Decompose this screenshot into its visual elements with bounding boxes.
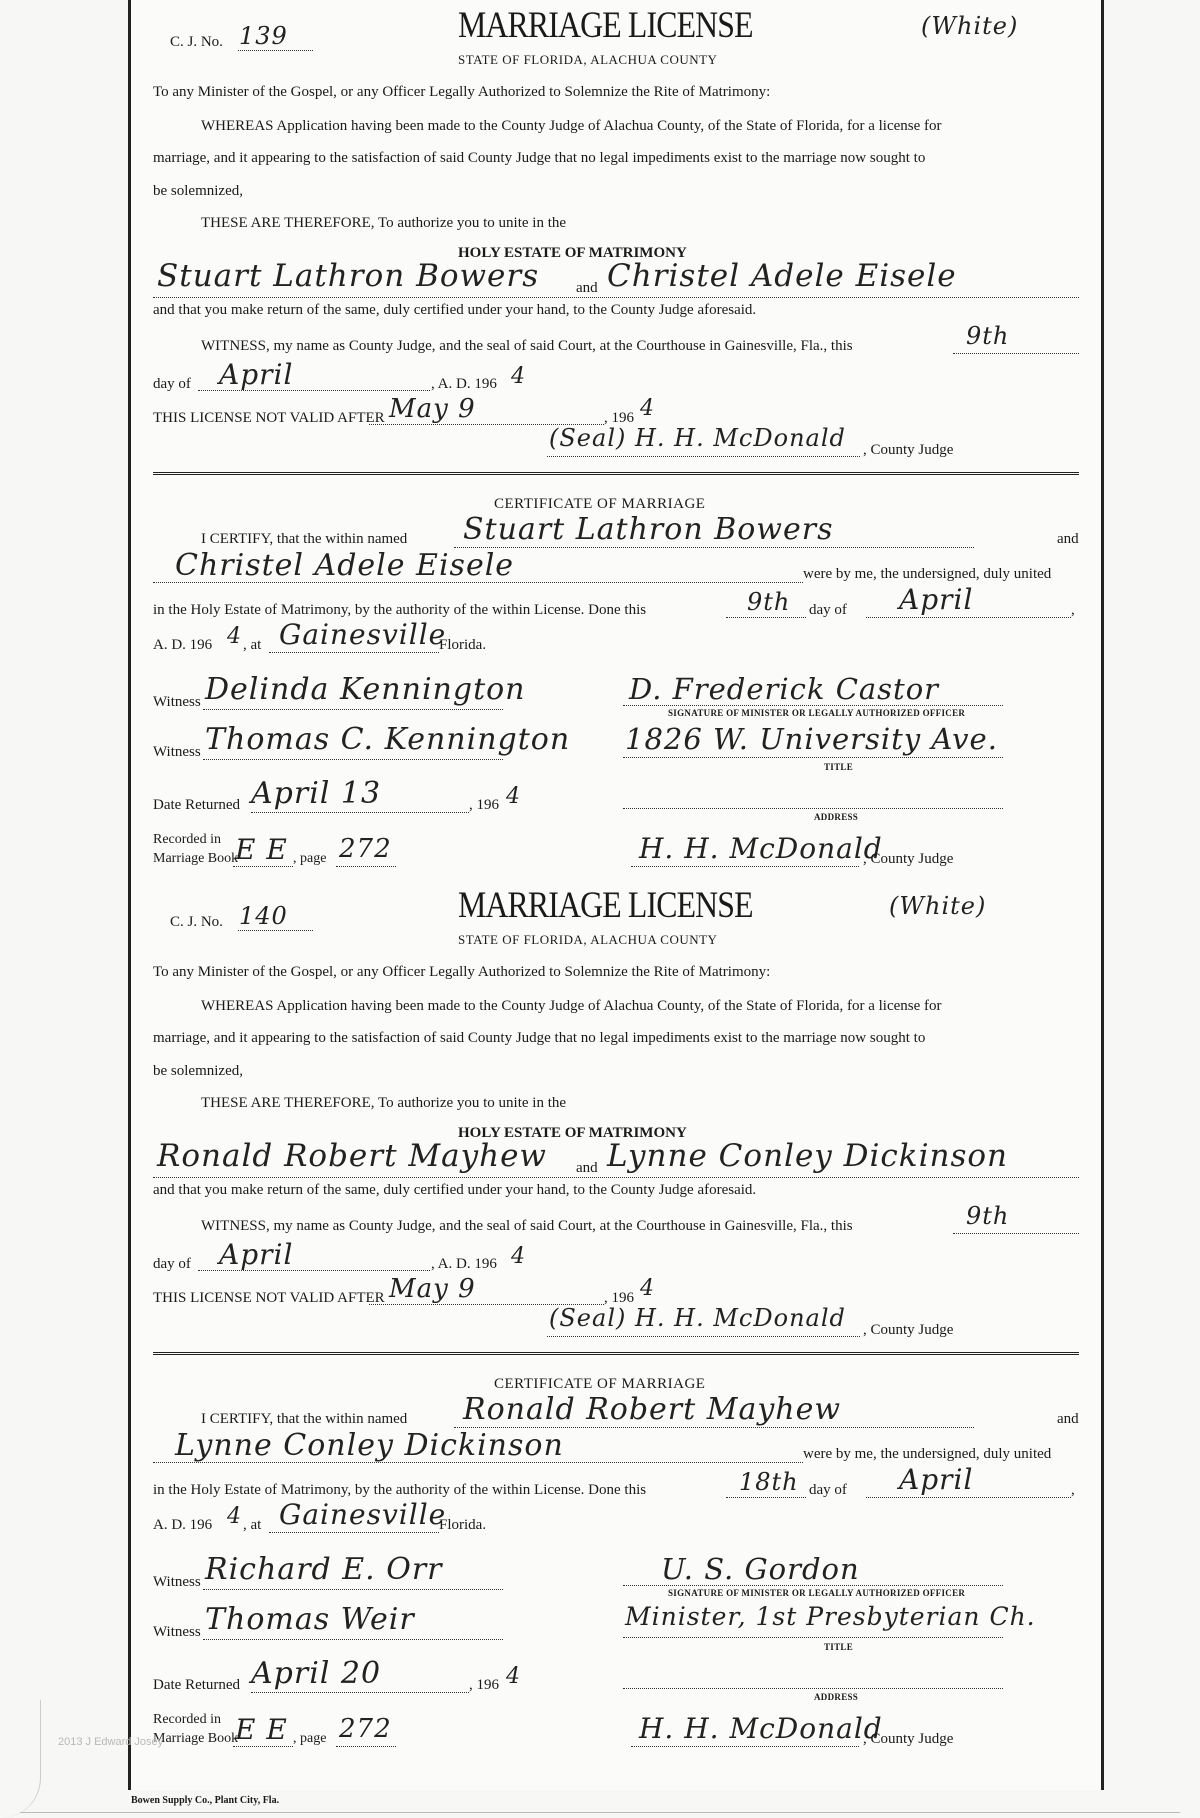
cj-no-value: 140 (239, 902, 288, 930)
date-returned-value: April 20 (251, 1656, 382, 1691)
book-value: E E (235, 1713, 288, 1746)
bride-name: Lynne Conley Dickinson (607, 1138, 1008, 1174)
witness2-line (203, 1639, 503, 1640)
not-valid-year-label: , 196 (604, 410, 634, 426)
not-valid-year-label: , 196 (604, 1290, 634, 1306)
holy-estate-line: in the Holy Estate of Matrimony, by the authority of the within License. Done this (153, 1482, 647, 1498)
certificate-title: CERTIFICATE OF MARRIAGE (494, 1376, 706, 1392)
done-day-line (726, 617, 806, 618)
month-line (198, 390, 430, 391)
date-returned-value: April 13 (251, 776, 382, 811)
date-returned-line (251, 812, 469, 813)
cert-bride-line (153, 582, 803, 583)
judge-signature: (Seal) H. H. McDonald (549, 1304, 846, 1332)
done-month: April (899, 583, 974, 616)
officer-signature: D. Frederick Castor (629, 672, 940, 706)
day-of-label: day of (153, 1256, 191, 1272)
done-day-of-label: day of (809, 1482, 847, 1498)
florida-label: Florida. (439, 637, 487, 653)
judge-line (547, 1336, 860, 1337)
done-month-line (866, 1497, 1071, 1498)
done-day-of-label: day of (809, 602, 847, 618)
title-line (623, 1637, 1003, 1638)
address-line-rule (623, 808, 1003, 809)
section-divider (153, 1352, 1079, 1358)
therefore-line: THESE ARE THEREFORE, To authorize you to unite in the (201, 215, 567, 231)
date-returned-line (251, 1692, 469, 1693)
copyright-watermark: 2013 J Edward Josey (58, 1736, 164, 1748)
ad-label: , A. D. 196 (431, 1256, 497, 1272)
at-label: , at (243, 637, 262, 653)
title-line (623, 757, 1003, 758)
holy-estate-heading: HOLY ESTATE OF MATRIMONY (458, 245, 687, 261)
county-judge-label: , County Judge (863, 442, 954, 458)
not-valid-date: May 9 (389, 1274, 476, 1304)
not-valid-year: 4 (640, 1276, 655, 1301)
marriage-book-label: Marriage Book (153, 851, 239, 866)
witness-judge-line: WITNESS, my name as County Judge, and the seal of said Court, at the Courthouse in Gainesville, Fla., this (201, 338, 853, 354)
day-of-label: day of (153, 376, 191, 392)
not-valid-date: May 9 (389, 394, 476, 424)
record-line (631, 1746, 859, 1747)
whereas-line-3: be solemnized, (153, 1063, 243, 1079)
cert-groom-name: Stuart Lathron Bowers (463, 512, 834, 547)
state-county: STATE OF FLORIDA, ALACHUA COUNTY (458, 52, 718, 67)
officer-line (623, 705, 1003, 706)
whereas-line-1: WHEREAS Application having been made to the County Judge of Alachua County, of the State of Florida, for a license for (201, 118, 942, 134)
race-note: (White) (889, 892, 987, 920)
state-county: STATE OF FLORIDA, ALACHUA COUNTY (458, 932, 718, 947)
done-day: 9th (747, 588, 791, 616)
officer-title: Minister, 1st Presbyterian Ch. (625, 1602, 1036, 1631)
witness1-label: Witness (153, 1574, 201, 1590)
i-certify-label: I CERTIFY, that the within named (201, 1411, 408, 1427)
page-label: , page (293, 1731, 327, 1746)
license-title: MARRIAGE LICENSE (458, 885, 753, 926)
and-label: and (576, 280, 598, 296)
place-name: Gainesville (279, 1498, 447, 1531)
were-by-me-label: were by me, the undersigned, duly united (803, 1446, 1052, 1462)
license-month: April (219, 1238, 294, 1271)
bride-name: Christel Adele Eisele (607, 258, 957, 294)
title-label: TITLE (824, 1642, 854, 1652)
were-by-me-label: were by me, the undersigned, duly united (803, 566, 1052, 582)
date-returned-label: Date Returned (153, 1677, 241, 1693)
groom-name: Stuart Lathron Bowers (157, 258, 540, 294)
license-title: MARRIAGE LICENSE (458, 5, 753, 46)
holy-estate-line: in the Holy Estate of Matrimony, by the authority of the within License. Done this (153, 602, 647, 618)
license-year: 4 (511, 364, 526, 389)
done-year: 4 (227, 1504, 242, 1529)
done-month: April (899, 1463, 974, 1496)
race-note: (White) (921, 12, 1019, 40)
page-line (336, 1746, 396, 1747)
address-label: ADDRESS (814, 812, 859, 822)
month-line (198, 1270, 430, 1271)
officer-line (623, 1585, 1003, 1586)
address-label: ADDRESS (814, 1692, 859, 1702)
place-line (269, 652, 439, 653)
record-line (631, 866, 859, 867)
license-sheet (128, 0, 1104, 1790)
returned-year-label: , 196 (469, 1677, 499, 1693)
and-label: and (576, 1160, 598, 1176)
cj-no-label: C. J. No. (170, 914, 223, 930)
groom-name: Ronald Robert Mayhew (157, 1138, 547, 1174)
returned-year: 4 (506, 784, 521, 809)
ad-at-label: A. D. 196 (153, 1517, 213, 1533)
done-day-line (726, 1497, 806, 1498)
i-certify-label: I CERTIFY, that the within named (201, 531, 408, 547)
cert-bride-line (153, 1462, 803, 1463)
address-line-rule (623, 1688, 1003, 1689)
ad-at-label: A. D. 196 (153, 637, 213, 653)
book-value: E E (235, 833, 288, 866)
judge-signature: (Seal) H. H. McDonald (549, 424, 846, 452)
record-county-judge: , County Judge (863, 1731, 954, 1747)
printer-footer: Bowen Supply Co., Plant City, Fla. (131, 1795, 280, 1806)
recorded-in-label: Recorded in (153, 1712, 222, 1727)
names-line (153, 297, 1079, 298)
returned-year-label: , 196 (469, 797, 499, 813)
return-line: and that you make return of the same, duly certified under your hand, to the County Judge aforesaid. (153, 1182, 757, 1198)
whereas-line-3: be solemnized, (153, 183, 243, 199)
cj-no-line (238, 50, 313, 51)
returned-year: 4 (506, 1664, 521, 1689)
not-valid-label: THIS LICENSE NOT VALID AFTER (153, 410, 385, 426)
names-line (153, 1177, 1079, 1178)
section-divider (153, 472, 1079, 478)
page-line (336, 866, 396, 867)
cj-no-value: 139 (239, 22, 288, 50)
not-valid-year: 4 (640, 396, 655, 421)
not-valid-label: THIS LICENSE NOT VALID AFTER (153, 1290, 385, 1306)
return-line: and that you make return of the same, duly certified under your hand, to the County Judge aforesaid. (153, 302, 757, 318)
page-value: 272 (339, 834, 392, 864)
certificate-title: CERTIFICATE OF MARRIAGE (494, 496, 706, 512)
day-line (953, 1233, 1079, 1234)
day-line (953, 353, 1079, 354)
book-line (233, 866, 293, 867)
witness2-signature: Thomas Weir (205, 1602, 415, 1637)
done-day: 18th (739, 1468, 799, 1496)
cert-groom-line (454, 547, 974, 548)
whereas-line-2: marriage, and it appearing to the satisfaction of said County Judge that no legal impediments exist to the marriage now sought to (153, 150, 926, 166)
officer-signature-label: SIGNATURE OF MINISTER OR LEGALLY AUTHORIZED OFFICER (668, 708, 966, 718)
license-year: 4 (511, 1244, 526, 1269)
officer-signature-label: SIGNATURE OF MINISTER OR LEGALLY AUTHORIZED OFFICER (668, 1588, 966, 1598)
license-month: April (219, 358, 294, 391)
done-year: 4 (227, 624, 242, 649)
record-signature: H. H. McDonald (639, 1712, 883, 1745)
holy-estate-heading: HOLY ESTATE OF MATRIMONY (458, 1125, 687, 1141)
page-label: , page (293, 851, 327, 866)
witness2-line (203, 759, 503, 760)
done-comma: , (1071, 1482, 1075, 1498)
record-county-judge: , County Judge (863, 851, 954, 867)
witness2-signature: Thomas C. Kennington (205, 722, 571, 757)
witness1-line (203, 1589, 503, 1590)
witness-judge-line: WITNESS, my name as County Judge, and the seal of said Court, at the Courthouse in Gainesville, Fla., this (201, 1218, 853, 1234)
witness1-signature: Delinda Kennington (205, 672, 526, 707)
ad-label: , A. D. 196 (431, 376, 497, 392)
record-signature: H. H. McDonald (639, 832, 883, 865)
witness1-signature: Richard E. Orr (205, 1552, 443, 1587)
page-edge-line (20, 1812, 1180, 1813)
cert-bride-name: Christel Adele Eisele (175, 548, 515, 583)
place-name: Gainesville (279, 618, 447, 651)
page-value: 272 (339, 1714, 392, 1744)
florida-label: Florida. (439, 1517, 487, 1533)
judge-line (547, 456, 860, 457)
whereas-line-1: WHEREAS Application having been made to the County Judge of Alachua County, of the State of Florida, for a license for (201, 998, 942, 1014)
cert-and-label: and (1057, 531, 1079, 547)
address-line: To any Minister of the Gospel, or any Officer Legally Authorized to Solemnize the Rite of Matrimony: (153, 84, 771, 100)
license-day: 9th (966, 1202, 1010, 1230)
done-comma: , (1071, 602, 1075, 618)
therefore-line: THESE ARE THEREFORE, To authorize you to unite in the (201, 1095, 567, 1111)
officer-title: 1826 W. University Ave. (625, 722, 998, 756)
witness2-label: Witness (153, 1624, 201, 1640)
county-judge-label: , County Judge (863, 1322, 954, 1338)
marriage-book-label: Marriage Book (153, 1731, 239, 1746)
cj-no-line (238, 930, 313, 931)
place-line (269, 1532, 439, 1533)
witness2-label: Witness (153, 744, 201, 760)
recorded-in-label: Recorded in (153, 832, 222, 847)
cert-bride-name: Lynne Conley Dickinson (175, 1428, 564, 1463)
page-curl (0, 1700, 41, 1818)
witness1-line (203, 709, 503, 710)
book-line (233, 1746, 293, 1747)
license-day: 9th (966, 322, 1010, 350)
cert-and-label: and (1057, 1411, 1079, 1427)
done-month-line (866, 617, 1071, 618)
title-label: TITLE (824, 762, 854, 772)
address-line: To any Minister of the Gospel, or any Officer Legally Authorized to Solemnize the Rite of Matrimony: (153, 964, 771, 980)
witness1-label: Witness (153, 694, 201, 710)
date-returned-label: Date Returned (153, 797, 241, 813)
at-label: , at (243, 1517, 262, 1533)
cert-groom-name: Ronald Robert Mayhew (463, 1392, 842, 1427)
cj-no-label: C. J. No. (170, 34, 223, 50)
whereas-line-2: marriage, and it appearing to the satisfaction of said County Judge that no legal impediments exist to the marriage now sought to (153, 1030, 926, 1046)
officer-signature: U. S. Gordon (661, 1552, 860, 1586)
